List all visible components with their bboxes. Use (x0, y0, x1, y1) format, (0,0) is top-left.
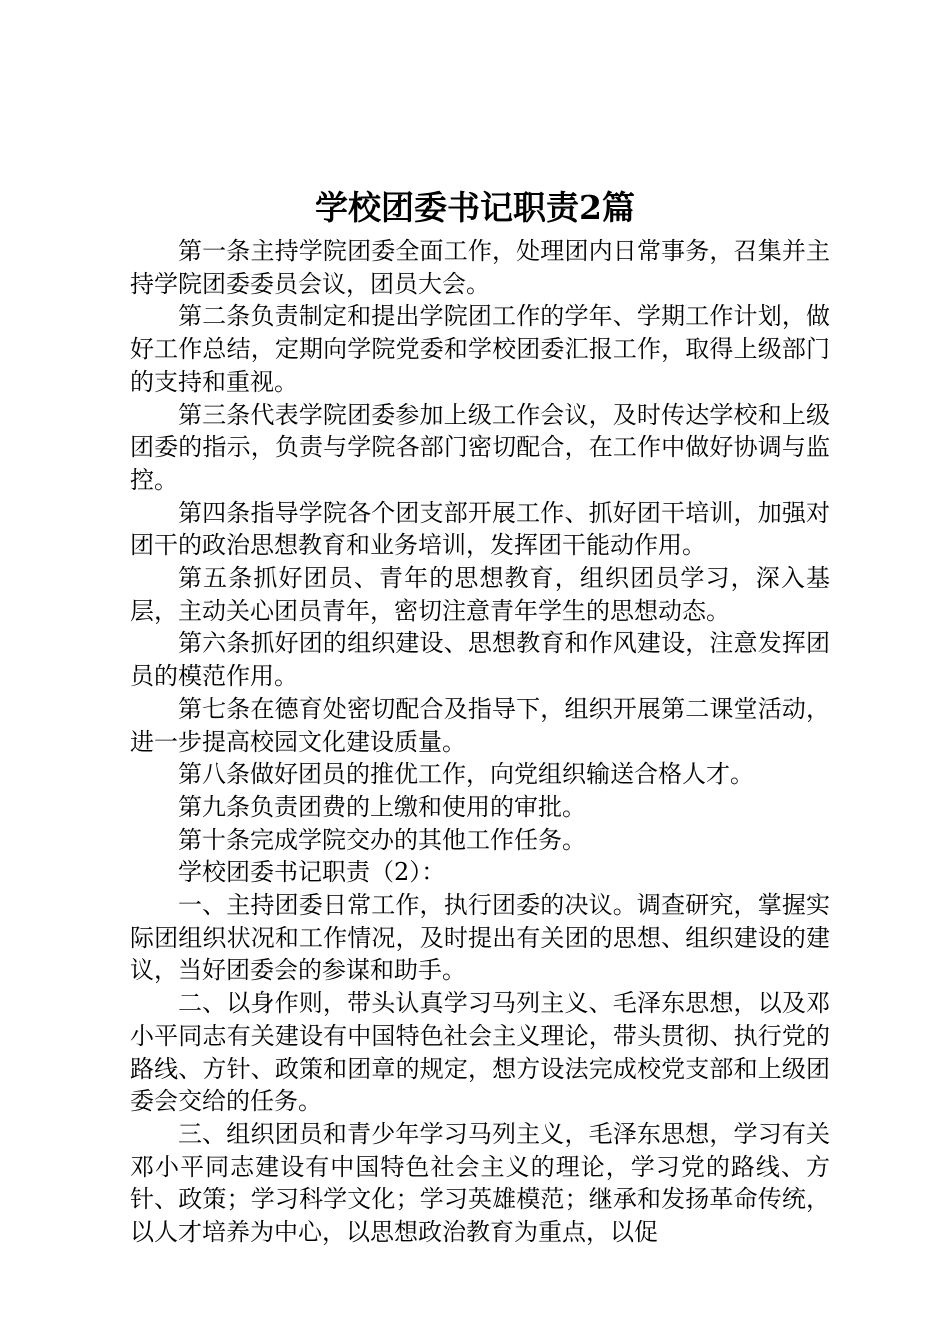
paragraph-article-6: 第六条抓好团的组织建设、思想教育和作风建设，注意发挥团员的模范作用。 (130, 629, 830, 691)
paragraph-article-4: 第四条指导学院各个团支部开展工作、抓好团干培训，加强对团干的政治思想教育和业务培训，发挥团干能动作用。 (130, 498, 830, 560)
paragraph-article-3: 第三条代表学院团委参加上级工作会议，及时传达学校和上级团委的指示，负责与学院各部门密切配合，在工作中做好协调与监控。 (130, 400, 830, 494)
paragraph-item-2: 二、以身作则，带头认真学习马列主义、毛泽东思想，以及邓小平同志有关建设有中国特色社会主义理论，带头贯彻、执行党的路线、方针、政策和团章的规定，想方设法完成校党支部和上级团委会交给的任务。 (130, 989, 830, 1116)
paragraph-item-1: 一、主持团委日常工作，执行团委的决议。调查研究，掌握实际团组织状况和工作情况，及时提出有关团的思想、组织建设的建议，当好团委会的参谋和助手。 (130, 891, 830, 985)
paragraph-article-5: 第五条抓好团员、青年的思想教育，组织团员学习，深入基层，主动关心团员青年，密切注意青年学生的思想动态。 (130, 564, 830, 625)
document-title: 学校团委书记职责2篇 (315, 188, 635, 227)
paragraph-article-1: 第一条主持学院团委全面工作，处理团内日常事务，召集并主持学院团委委员会议，团员大会。 (130, 237, 830, 298)
paragraph-article-7: 第七条在德育处密切配合及指导下，组织开展第二课堂活动，进一步提高校园文化建设质量。 (130, 694, 830, 756)
paragraph-article-8: 第八条做好团员的推优工作，向党组织输送合格人才。 (178, 760, 754, 789)
paragraph-article-10: 第十条完成学院交办的其他工作任务。 (178, 825, 586, 854)
paragraph-item-3: 三、组织团员和青少年学习马列主义，毛泽东思想，学习有关邓小平同志建设有中国特色社会主义的理论，学习党的路线、方针、政策；学习科学文化；学习英雄模范；继承和发扬革命传统，以人才培养为中心，以思想政治教育为重点，以促 (130, 1119, 830, 1247)
paragraph-article-2: 第二条负责制定和提出学院团工作的学年、学期工作计划，做好工作总结，定期向学院党委和学校团委汇报工作，取得上级部门的支持和重视。 (130, 302, 830, 396)
document-body (130, 235, 830, 1249)
section-heading-2: 学校团委书记职责（2）： (178, 858, 446, 887)
paragraph-article-9: 第九条负责团费的上缴和使用的审批。 (178, 792, 586, 821)
